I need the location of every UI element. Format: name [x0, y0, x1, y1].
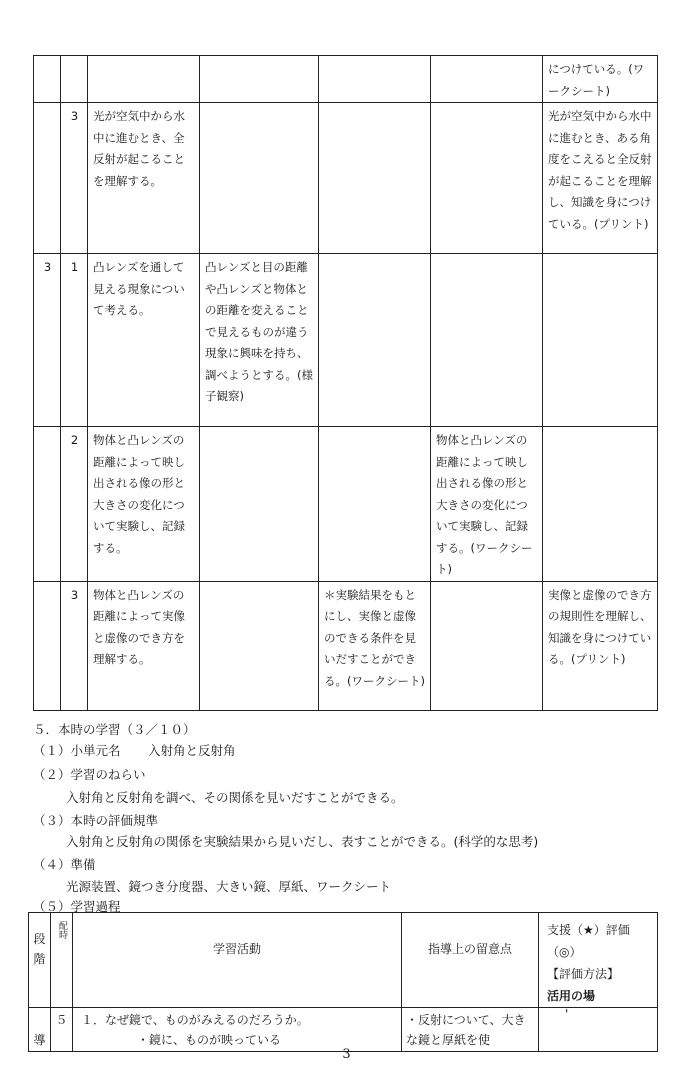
unit-plan-table — [33, 55, 658, 711]
knowledge-cell — [543, 427, 658, 582]
table-row — [34, 427, 658, 582]
header-stage: 段 階 — [29, 913, 51, 1008]
criteria-label: （３）本時の評価規準 — [33, 813, 159, 828]
eval-method-header: 【評価方法】 — [547, 967, 620, 981]
header-time: 配時 — [51, 913, 73, 1008]
hour-cell: 1 — [61, 254, 88, 427]
stage-cell — [34, 581, 61, 710]
hour-cell — [61, 56, 88, 103]
time-cell: ５ — [51, 1008, 73, 1052]
aim-label: （２）学習のねらい — [33, 767, 146, 782]
knowledge-cell — [543, 254, 658, 427]
eval-header-line: 支援（★）評価（◎） — [547, 923, 630, 959]
activity-cell — [88, 56, 200, 103]
preparation-text: 光源装置、鏡つき分度器、大きい鏡、厚紙、ワークシート — [66, 879, 392, 894]
interest-cell — [200, 427, 319, 582]
table-row — [29, 1008, 658, 1052]
interest-cell — [200, 581, 319, 710]
evaluation-cell: ' — [539, 1008, 658, 1052]
activity-cell: 凸レンズを通して見える現象について考える。 — [88, 254, 200, 427]
activity-cell: 物体と凸レンズの距離によって実像と虚像のでき方を理解する。 — [88, 581, 200, 710]
interest-cell: 凸レンズと目の距離や凸レンズと物体との距離を変えることで見えるものが違う現象に興味を持ち、調べようとする。(様子観察) — [200, 254, 319, 427]
unit-name-value: 入射角と反射角 — [148, 743, 236, 758]
activity-cell: 物体と凸レンズの距離によって映し出される像の形と大きさの変化について実験し、記録する。 — [88, 427, 200, 582]
process-label: （５）学習過程 — [33, 899, 121, 914]
table-row — [34, 103, 658, 254]
table-row — [34, 56, 658, 103]
application-header: 活用の場 — [547, 989, 596, 1003]
section-heading: ５．本時の学習（３／１０） — [33, 722, 196, 737]
skill-cell: 物体と凸レンズの距離によって映し出される像の形と大きさの変化について実験し、記録する。(ワークシート) — [431, 427, 543, 582]
table-row — [34, 254, 658, 427]
header-activity: 学習活動 — [73, 913, 402, 1008]
thinking-cell — [319, 56, 431, 103]
hour-cell: 3 — [61, 103, 88, 254]
thinking-cell — [319, 427, 431, 582]
stage-cell — [34, 56, 61, 103]
activity-cell: 光が空気中から水中に進むとき、全反射が起こることを理解する。 — [88, 103, 200, 254]
knowledge-cell: 実像と虚像のでき方の規則性を理解し、知識を身につけている。(プリント) — [543, 581, 658, 710]
skill-cell — [431, 254, 543, 427]
table-header-row — [29, 913, 658, 1008]
thinking-cell: ＊実験結果をもとにし、実像と虚像のできる条件を見いだすことができる。(ワークシート) — [319, 581, 431, 710]
interest-cell — [200, 56, 319, 103]
table-row — [34, 581, 658, 710]
hour-cell: 3 — [61, 581, 88, 710]
knowledge-cell: につけている。(ワークシート) — [543, 56, 658, 103]
thinking-cell — [319, 254, 431, 427]
notes-cell: ・反射について、大きな鏡と厚紙を使 — [402, 1008, 539, 1052]
header-notes: 指導上の留意点 — [402, 913, 539, 1008]
header-evaluation — [539, 913, 658, 1008]
activity-cell: １．なぜ鏡で、ものがみえるのだろうか。 ・鏡に、ものが映っている — [73, 1008, 402, 1052]
stage-cell — [34, 103, 61, 254]
hour-cell: 2 — [61, 427, 88, 582]
stage-cell — [34, 427, 61, 582]
stage-cell: 3 — [34, 254, 61, 427]
skill-cell — [431, 581, 543, 710]
skill-cell — [431, 103, 543, 254]
aim-text: 入射角と反射角を調べ、その関係を見いだすことができる。 — [66, 790, 404, 805]
learning-process-table — [28, 912, 658, 1052]
page-number: 3 — [342, 1047, 351, 1062]
criteria-text: 入射角と反射角の関係を実験結果から見いだし、表すことができる。(科学的な思考) — [66, 834, 539, 849]
thinking-cell — [319, 103, 431, 254]
knowledge-cell: 光が空気中から水中に進むとき、ある角度をこえると全反射が起こることを理解し、知識を身につけている。(プリント) — [543, 103, 658, 254]
preparation-label: （４）準備 — [33, 857, 96, 872]
unit-name-label: （１）小単元名 — [33, 743, 121, 758]
skill-cell — [431, 56, 543, 103]
stage-cell: 導 — [29, 1008, 51, 1052]
interest-cell — [200, 103, 319, 254]
